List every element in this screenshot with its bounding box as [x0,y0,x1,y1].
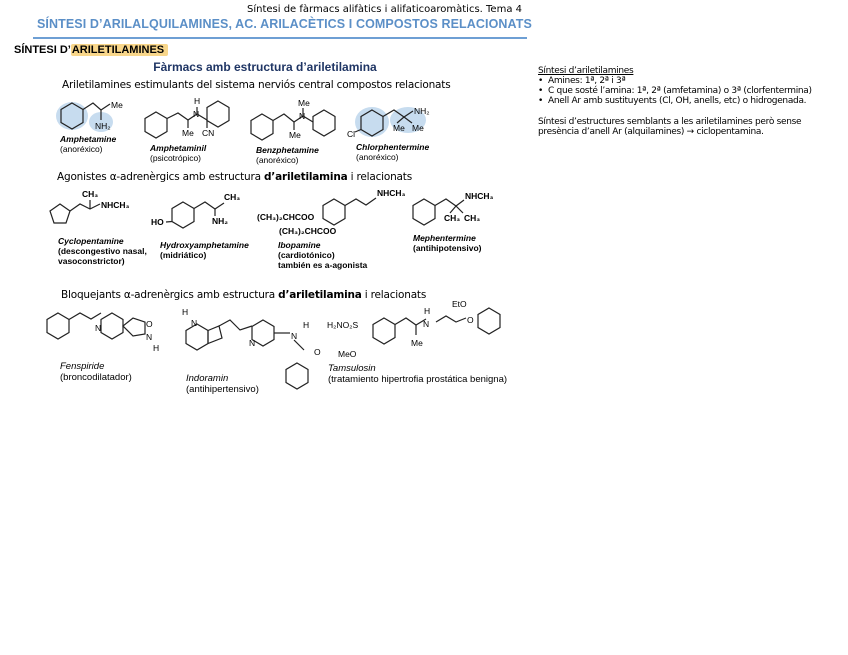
mephentermine-structure [413,191,494,225]
molecule-label-tamsulosin [328,363,507,385]
atom-label: H [182,307,189,317]
molecule-use: (antihipertensivo) [186,384,259,395]
molecule-name: Fenspiride [60,361,105,372]
atom-label: CH₃ [82,189,99,199]
molecule-use: (broncodilatador) [60,372,132,383]
molecule-name: Hydroxyamphetamine [160,240,249,250]
caption-agonists-post: i relacionats [347,171,412,183]
atom-label: N [95,323,102,333]
molecule-use: (anoréxico) [60,144,103,154]
list-item: • Amines: 1ª, 2ª i 3ª [538,76,818,86]
molecule-label-amphetamine [60,134,116,154]
figure-title: Fàrmacs amb estructura d’ariletilamina [153,60,377,74]
molecule-name: Amphetaminil [150,143,207,153]
amphetaminil-structure [145,96,229,138]
molecule-use: (descongestivo nasal, [58,246,147,256]
atom-label: NHCH₃ [101,200,130,210]
atom-label: N [191,318,198,328]
molecule-use: (psicotrópico) [150,153,202,163]
atom-label: O [314,347,321,357]
atom-label: CN [202,128,215,138]
caption-stimulants: Ariletilamines estimulants del sistema nerviós central compostos relacionats [62,79,451,91]
notes-paragraph: Síntesi d’estructures semblants a les ariletilamines però sense presència d’anell Ar (alquilamines) → ciclopentamina. [538,117,802,137]
atom-label: Me [182,128,194,138]
atom-label: Me [411,338,423,348]
list-item: • Anell Ar amb sustituyents (Cl, OH, anells, etc) o hidrogenada. [538,96,818,106]
caption-agonists-pre: Agonistes α-adrenèrgics amb estructura [57,171,264,183]
atom-label: N [291,331,298,341]
atom-label: N [299,111,306,121]
atom-label: Me [393,123,405,133]
molecule-use: (midriático) [160,250,207,260]
atom-label: CH₃ [464,213,481,223]
atom-label: O [146,319,153,329]
atom-label: N [423,319,430,329]
atom-label: NH₂ [212,216,229,226]
atom-label: H [194,96,201,106]
caption-blockers-pre: Bloquejants α-adrenèrgics amb estructura [61,289,279,301]
atom-label: Me [298,98,310,108]
atom-label: NHCH₃ [465,191,494,201]
page-title: SÍNTESI D’ARILALQUILAMINES, AC. ARILACÈTICS I COMPOSTOS RELACIONATS [37,17,532,31]
molecule-label-ibopamine [278,240,367,270]
atom-label: Me [111,100,123,110]
molecule-label-fenspiride [60,361,132,383]
notes-list [538,76,818,106]
atom-label: N [193,109,200,119]
chlorphentermine-structure [347,106,430,139]
molecule-label-indoramin [186,373,259,395]
benzphetamine-structure [251,98,335,140]
molecule-use: también es a-agonista [278,260,368,270]
atom-label: N [249,338,256,348]
atom-label: Cl [347,129,356,139]
section-heading-highlight: ARILETILAMINES [71,44,168,56]
cyclopentamine-structure [50,189,130,223]
molecule-name: Amphetamine [60,134,117,144]
caption-blockers-bold: d’ariletilamina [278,289,362,301]
fenspiride-structure [47,313,159,353]
hydroxyamphetamine-structure [151,192,240,228]
atom-label: NH₂ [95,121,111,131]
amphetamine-structure [56,100,123,132]
molecule-use: (cardiotónico) [278,250,335,260]
molecule-label-benzphetamine [256,145,319,165]
atom-label: H [153,343,160,353]
tamsulosin-structure [327,299,500,359]
molecule-use: vasoconstrictor) [58,256,125,266]
atom-label: NHCH₃ [377,188,406,198]
molecule-use: (anoréxico) [356,152,399,162]
atom-label: H [424,306,431,316]
atom-label: HO [151,217,164,227]
molecule-label-chlorphentermine [356,142,429,162]
atom-label: CH₃ [224,192,241,202]
molecule-name: Mephentermine [413,233,476,243]
molecule-name: Benzphetamine [256,145,319,155]
molecule-label-mephentermine [413,233,481,253]
molecule-label-amphetaminil [150,143,206,163]
atom-label: O [467,315,474,325]
course-line: Síntesi de fàrmacs alifàtics i alifaticoaromàtics. Tema 4 [247,4,522,15]
molecule-label-cyclopentamine [58,236,147,266]
notes-heading: Síntesi d’ariletilamines [538,66,634,76]
molecule-name: Cyclopentamine [58,236,124,246]
structures-figure [0,0,540,400]
molecule-use: (tratamiento hipertrofia prostática benigna) [328,374,508,385]
notes-panel [538,66,818,137]
atom-label: CH₃ [444,213,461,223]
molecule-use: (antihipotensivo) [413,243,482,253]
ibopamine-structure [257,188,406,236]
molecule-label-hydroxyamphetamine [160,240,249,260]
molecule-name: Tamsulosin [328,363,376,374]
atom-label: NH₂ [414,106,430,116]
atom-label: H₂NO₂S [327,320,359,330]
atom-label: H [303,320,310,330]
molecule-name: Ibopamine [278,240,321,250]
atom-label: Me [412,123,424,133]
atom-label: N [146,332,153,342]
caption-blockers-post: i relacionats [361,289,427,301]
molecule-name: Chlorphentermine [356,142,430,152]
atom-label: EtO [452,299,467,309]
atom-label: (CH₃)₂CHCOO [279,226,337,236]
list-item: • C que sosté l’amina: 1ª, 2ª (amfetamina) o 3ª (clorfentermina) [538,86,818,96]
molecule-use: (anoréxico) [256,155,299,165]
atom-label: MeO [338,349,357,359]
molecule-name: Indoramin [186,373,229,384]
caption-agonists-bold: d’ariletilamina [263,171,348,183]
section-heading-prefix: SÍNTESI D’ [14,44,71,56]
atom-label: Me [289,130,301,140]
atom-label: (CH₃)₂CHCOO [257,212,315,222]
